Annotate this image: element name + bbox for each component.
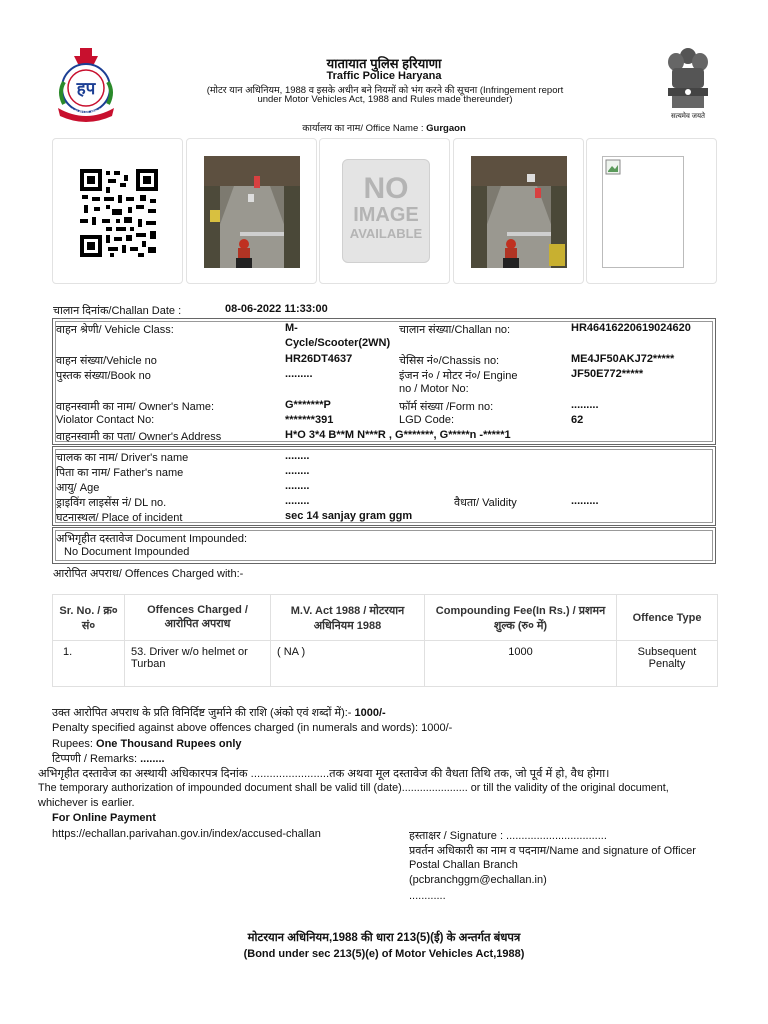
rupees-line bbox=[52, 738, 242, 750]
place-label: घटनास्थल/ Place of incident bbox=[56, 512, 183, 524]
office-name bbox=[0, 121, 768, 134]
office-label: कार्यालय का नाम/ Office Name : bbox=[302, 123, 427, 134]
father-name-value: ........ bbox=[285, 465, 310, 477]
challan-no-label: चालान संख्या/Challan no: bbox=[399, 324, 511, 336]
validity-label: वैधता/ Validity bbox=[454, 497, 517, 509]
validity-value: ......... bbox=[571, 495, 599, 507]
driver-name-label: चालक का नाम/ Driver's name bbox=[56, 452, 189, 464]
header-subtitle-line2: under Motor Vehicles Act, 1988 and Rules made thereunder) bbox=[257, 94, 513, 105]
bond-title-english: (Bond under sec 213(5)(e) of Motor Vehicles Act,1988) bbox=[243, 948, 525, 960]
qr-code bbox=[80, 169, 158, 257]
impound-section bbox=[52, 527, 716, 564]
no-image-line3: AVAILABLE bbox=[349, 226, 423, 241]
remarks-label: टिप्पणी / Remarks: bbox=[52, 753, 141, 765]
online-payment-heading: For Online Payment bbox=[52, 812, 156, 824]
penalty-english: Penalty specified against above offences charged (in numerals and words): 1000/- bbox=[52, 722, 453, 734]
signature-label: हस्ताक्षर / Signature : ................................. bbox=[409, 830, 607, 842]
vehicle-no-value: HR26DT4637 bbox=[285, 353, 353, 365]
offences-header-row bbox=[53, 595, 718, 641]
age-value: ........ bbox=[285, 480, 310, 492]
camera-photo-2 bbox=[471, 156, 567, 268]
remarks-value: ........ bbox=[140, 753, 165, 765]
officer-label: प्रवर्तन अधिकारी का नाम व पदनाम/Name and signature of Officer bbox=[409, 845, 696, 857]
temp-authorization-english-1: The temporary authorization of impounded document shall be valid till (date)...................... or till the validity of the original document, bbox=[38, 782, 669, 794]
chassis-label: चेसिस नं०/Chassis no: bbox=[399, 355, 500, 367]
broken-image-frame bbox=[602, 156, 684, 268]
offences-heading: आरोपित अपराध/ Offences Charged with:- bbox=[53, 568, 244, 580]
branch-name: Postal Challan Branch bbox=[409, 859, 518, 871]
contact-label: Violator Contact No: bbox=[56, 414, 155, 426]
challan-date-label: चालान दिनांक/Challan Date : bbox=[53, 305, 182, 317]
challan-no-value: HR46416220619024620 bbox=[571, 322, 691, 334]
signature-dots: ............ bbox=[409, 890, 446, 902]
driver-details-section bbox=[52, 446, 716, 526]
offences-table bbox=[52, 594, 718, 687]
header-title-hindi: यातायात पुलिस हरियाणा bbox=[326, 56, 442, 71]
contact-value: *******391 bbox=[285, 414, 334, 426]
no-image-box bbox=[319, 138, 450, 284]
no-image-line1: NO bbox=[363, 172, 409, 205]
cell-sr-no: 1. bbox=[53, 641, 125, 687]
lgd-code-label: LGD Code: bbox=[399, 414, 455, 426]
impound-label: अभिगृहीत दस्तावेज Document Impounded: bbox=[56, 533, 248, 545]
driver-name-value: ........ bbox=[285, 450, 310, 462]
challan-date-value: 08-06-2022 11:33:00 bbox=[225, 303, 328, 315]
camera-photo-box-1 bbox=[186, 138, 317, 284]
logo-ribbon-text: सेवा सुरक्षा सहयोग bbox=[70, 109, 104, 115]
penalty-hindi-amount: 1000/- bbox=[354, 707, 386, 719]
father-name-label: पिता का नाम/ Father's name bbox=[56, 467, 184, 479]
broken-image-box bbox=[586, 138, 717, 284]
cell-offence-type: Subsequent Penalty bbox=[617, 641, 718, 687]
rupees-value: One Thousand Rupees only bbox=[96, 738, 242, 750]
penalty-hindi bbox=[52, 705, 386, 720]
col-mv-act: M.V. Act 1988 / मोटरयान अधिनियम 1988 bbox=[271, 595, 425, 641]
camera-photo-box-2 bbox=[453, 138, 584, 284]
col-offence-type: Offence Type bbox=[617, 595, 718, 641]
vehicle-class-label: वाहन श्रेणी/ Vehicle Class: bbox=[56, 324, 174, 336]
dl-no-value: ........ bbox=[285, 495, 310, 507]
lgd-code-value: 62 bbox=[571, 414, 584, 426]
cell-offence: 53. Driver w/o helmet or Turban bbox=[125, 641, 271, 687]
place-value: sec 14 sanjay gram ggm bbox=[285, 510, 413, 522]
engine-value: JF50E772***** bbox=[571, 368, 644, 380]
branch-email: (pcbranchggm@echallan.in) bbox=[409, 874, 547, 886]
chassis-value: ME4JF50AKJ72***** bbox=[571, 353, 675, 365]
owner-address-value: H*O 3*4 B**M N***R , G*******, G*****n -*****1 bbox=[285, 429, 511, 441]
temp-authorization-english-2: whichever is earlier. bbox=[38, 797, 135, 809]
qr-code-box bbox=[52, 138, 183, 284]
no-image-line2: IMAGE bbox=[353, 204, 419, 226]
vehicle-class-value-1: M- bbox=[285, 322, 298, 334]
engine-label-2: no / Motor No: bbox=[399, 383, 469, 395]
col-sr-no: Sr. No. / क्र० सं० bbox=[53, 595, 125, 641]
vehicle-details-section bbox=[52, 318, 716, 445]
header-subtitle-line1: (मोटर यान अधिनियम, 1988 व इसके अधीन बने नियमों को भंग करने की सूचना (Infringement report bbox=[206, 85, 564, 96]
table-row bbox=[53, 641, 718, 687]
emblem-caption: सत्यमेव जयते bbox=[670, 113, 706, 120]
col-offence: Offences Charged / आरोपित अपराध bbox=[125, 595, 271, 641]
online-payment-link[interactable]: https://echallan.parivahan.gov.in/index/accused-challan bbox=[52, 828, 321, 840]
logo-text: हप bbox=[76, 79, 96, 98]
owner-address-label: वाहनस्वामी का पता/ Owner's Address bbox=[56, 431, 222, 443]
broken-image-icon bbox=[605, 159, 621, 175]
dl-no-label: ड्राइविंग लाइसेंस नं/ DL no. bbox=[56, 497, 167, 509]
bond-title-hindi: मोटरयान अधिनियम,1988 की धारा 213(5)(ई) के अन्तर्गत बंधपत्र bbox=[247, 932, 521, 944]
no-image-placeholder bbox=[342, 159, 430, 263]
camera-photo-1 bbox=[204, 156, 300, 268]
temp-authorization-hindi: अभिगृहीत दस्तावेज का अस्थायी अधिकारपत्र दिनांक .........................तक अथवा मूल दस्तावेज की वैधता तिथि तक, जो पूर्व में हो, वैध होगा। bbox=[38, 768, 610, 780]
book-no-value: ......... bbox=[285, 368, 313, 380]
cell-fee: 1000 bbox=[425, 641, 617, 687]
engine-label-1: इंजन नं० / मोटर नं०/ Engine bbox=[399, 370, 518, 382]
remarks-line bbox=[52, 751, 165, 766]
form-no-value: ......... bbox=[571, 399, 599, 411]
vehicle-class-value-2: Cycle/Scooter(2WN) bbox=[285, 337, 391, 349]
rupees-label: Rupees: bbox=[52, 738, 97, 750]
form-no-label: फॉर्म संख्या /Form no: bbox=[399, 401, 494, 413]
vehicle-no-label: वाहन संख्या/Vehicle no bbox=[56, 355, 157, 367]
owner-name-value: G*******P bbox=[285, 399, 331, 411]
book-no-label: पुस्तक संख्या/Book no bbox=[56, 370, 151, 382]
impound-value: No Document Impounded bbox=[64, 546, 190, 558]
age-label: आयु/ Age bbox=[56, 482, 100, 494]
office-value: Gurgaon bbox=[426, 123, 466, 134]
col-fee: Compounding Fee(In Rs.) / प्रशमन शुल्क (रु० में) bbox=[425, 595, 617, 641]
cell-mv-act: ( NA ) bbox=[271, 641, 425, 687]
header-title-english: Traffic Police Haryana bbox=[326, 70, 442, 82]
penalty-hindi-text: उक्त आरोपित अपराध के प्रति विनिर्दिष्ट जुर्माने की राशि (अंको एवं शब्दों में):- bbox=[52, 707, 355, 719]
owner-name-label: वाहनस्वामी का नाम/ Owner's Name: bbox=[56, 401, 215, 413]
